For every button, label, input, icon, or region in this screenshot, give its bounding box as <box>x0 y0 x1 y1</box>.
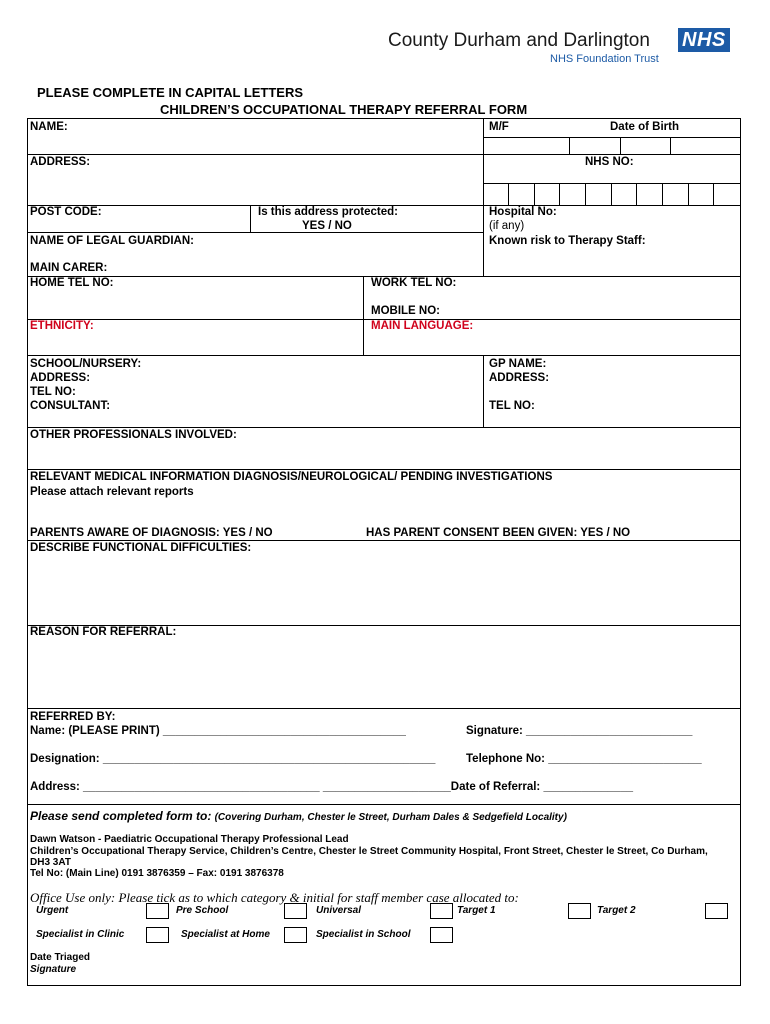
gp-address-label: ADDRESS: <box>489 372 550 384</box>
category-urgent-checkbox[interactable] <box>146 903 169 919</box>
main-language-label: MAIN LANGUAGE: <box>371 320 474 332</box>
school-label: SCHOOL/NURSERY: <box>30 358 142 370</box>
postcode-label: POST CODE: <box>30 206 102 218</box>
referrer-address-line: Address: _____________________________________ ____________________Date of Referral: ______________ <box>30 781 633 793</box>
category-preschool-label: Pre School <box>176 905 229 916</box>
reason-label: REASON FOR REFERRAL: <box>30 626 177 638</box>
office-signature-label: Signature <box>30 964 77 975</box>
trust-name: County Durham and Darlington <box>388 30 650 51</box>
trust-subtitle: NHS Foundation Trust <box>550 53 659 65</box>
consent-label: HAS PARENT CONSENT BEEN GIVEN: YES / NO <box>366 527 631 539</box>
parents-aware-label: PARENTS AWARE OF DIAGNOSIS: YES / NO <box>30 527 273 539</box>
gender-label: M/F <box>489 121 509 133</box>
address-protected-label: Is this address protected: <box>258 206 398 218</box>
main-carer-label: MAIN CARER: <box>30 262 108 274</box>
functional-difficulties-label: DESCRIBE FUNCTIONAL DIFFICULTIES: <box>30 542 252 554</box>
referred-by-label: REFERRED BY: <box>30 711 116 723</box>
telephone-line: Telephone No: ________________________ <box>466 753 702 765</box>
attach-reports-note: Please attach relevant reports <box>30 486 194 498</box>
category-target2-checkbox[interactable] <box>705 903 728 919</box>
service-tel: Tel No: (Main Line) 0191 3876359 – Fax: 0191 3876378 <box>30 868 284 879</box>
referrer-name-line: Name: (PLEASE PRINT) ______________________________________ <box>30 725 406 737</box>
category-target1-label: Target 1 <box>457 905 496 916</box>
category-target1-checkbox[interactable] <box>568 903 591 919</box>
dob-label: Date of Birth <box>610 121 679 133</box>
designation-line: Designation: ____________________________________________________ <box>30 753 436 765</box>
medical-info-label: RELEVANT MEDICAL INFORMATION DIAGNOSIS/NEUROLOGICAL/ PENDING INVESTIGATIONS <box>30 471 553 483</box>
category-specialist-home-label: Specialist at Home <box>181 929 270 940</box>
address-label: ADDRESS: <box>30 156 91 168</box>
category-target2-label: Target 2 <box>597 905 636 916</box>
consultant-label: CONSULTANT: <box>30 400 111 412</box>
other-professionals-label: OTHER PROFESSIONALS INVOLVED: <box>30 429 237 441</box>
category-universal-label: Universal <box>316 905 362 916</box>
form-title: CHILDREN’S OCCUPATIONAL THERAPY REFERRAL FORM <box>160 102 528 117</box>
category-specialist-school-checkbox[interactable] <box>430 927 453 943</box>
service-address-line1: Children’s Occupational Therapy Service, Children’s Centre, Chester le Street Community Hospital, Front Street, Chester le Street, Co Durham, <box>30 846 708 857</box>
hospital-no-label: Hospital No: <box>489 206 557 218</box>
date-triaged-label: Date Triaged <box>30 952 91 963</box>
work-tel-label: WORK TEL NO: <box>371 277 457 289</box>
category-specialist-home-checkbox[interactable] <box>284 927 307 943</box>
nhs-no-label: NHS NO: <box>585 156 634 168</box>
category-specialist-clinic-label: Specialist in Clinic <box>36 929 125 940</box>
address-protected-options: YES / NO <box>302 220 352 232</box>
referrer-signature-line: Signature: __________________________ <box>466 725 693 737</box>
known-risk-label: Known risk to Therapy Staff: <box>489 235 646 247</box>
category-specialist-school-label: Specialist in School <box>316 929 411 940</box>
ethnicity-label: ETHNICITY: <box>30 320 94 332</box>
send-to-lead: Please send completed form to: (Covering Durham, Chester le Street, Durham Dales & Sedgefield Locality) <box>30 809 567 823</box>
gp-tel-label: TEL NO: <box>489 400 535 412</box>
school-address-label: ADDRESS: <box>30 372 91 384</box>
legal-guardian-label: NAME OF LEGAL GUARDIAN: <box>30 235 194 247</box>
hospital-no-hint: (if any) <box>489 220 525 232</box>
home-tel-label: HOME TEL NO: <box>30 277 114 289</box>
instruction: PLEASE COMPLETE IN CAPITAL LETTERS <box>37 85 304 100</box>
category-urgent-label: Urgent <box>36 905 69 916</box>
gp-name-label: GP NAME: <box>489 358 547 370</box>
contact-name: Dawn Watson - Paediatric Occupational Therapy Professional Lead <box>30 834 349 845</box>
service-address-line2: DH3 3AT <box>30 857 71 868</box>
mobile-label: MOBILE NO: <box>371 305 440 317</box>
office-use-title: Office Use only: Please tick as to which category & initial for staff member case allocated to: <box>30 890 519 905</box>
name-label: NAME: <box>30 121 68 133</box>
nhs-logo: NHS <box>678 28 730 52</box>
school-tel-label: TEL NO: <box>30 386 76 398</box>
category-universal-checkbox[interactable] <box>430 903 453 919</box>
category-specialist-clinic-checkbox[interactable] <box>146 927 169 943</box>
category-preschool-checkbox[interactable] <box>284 903 307 919</box>
